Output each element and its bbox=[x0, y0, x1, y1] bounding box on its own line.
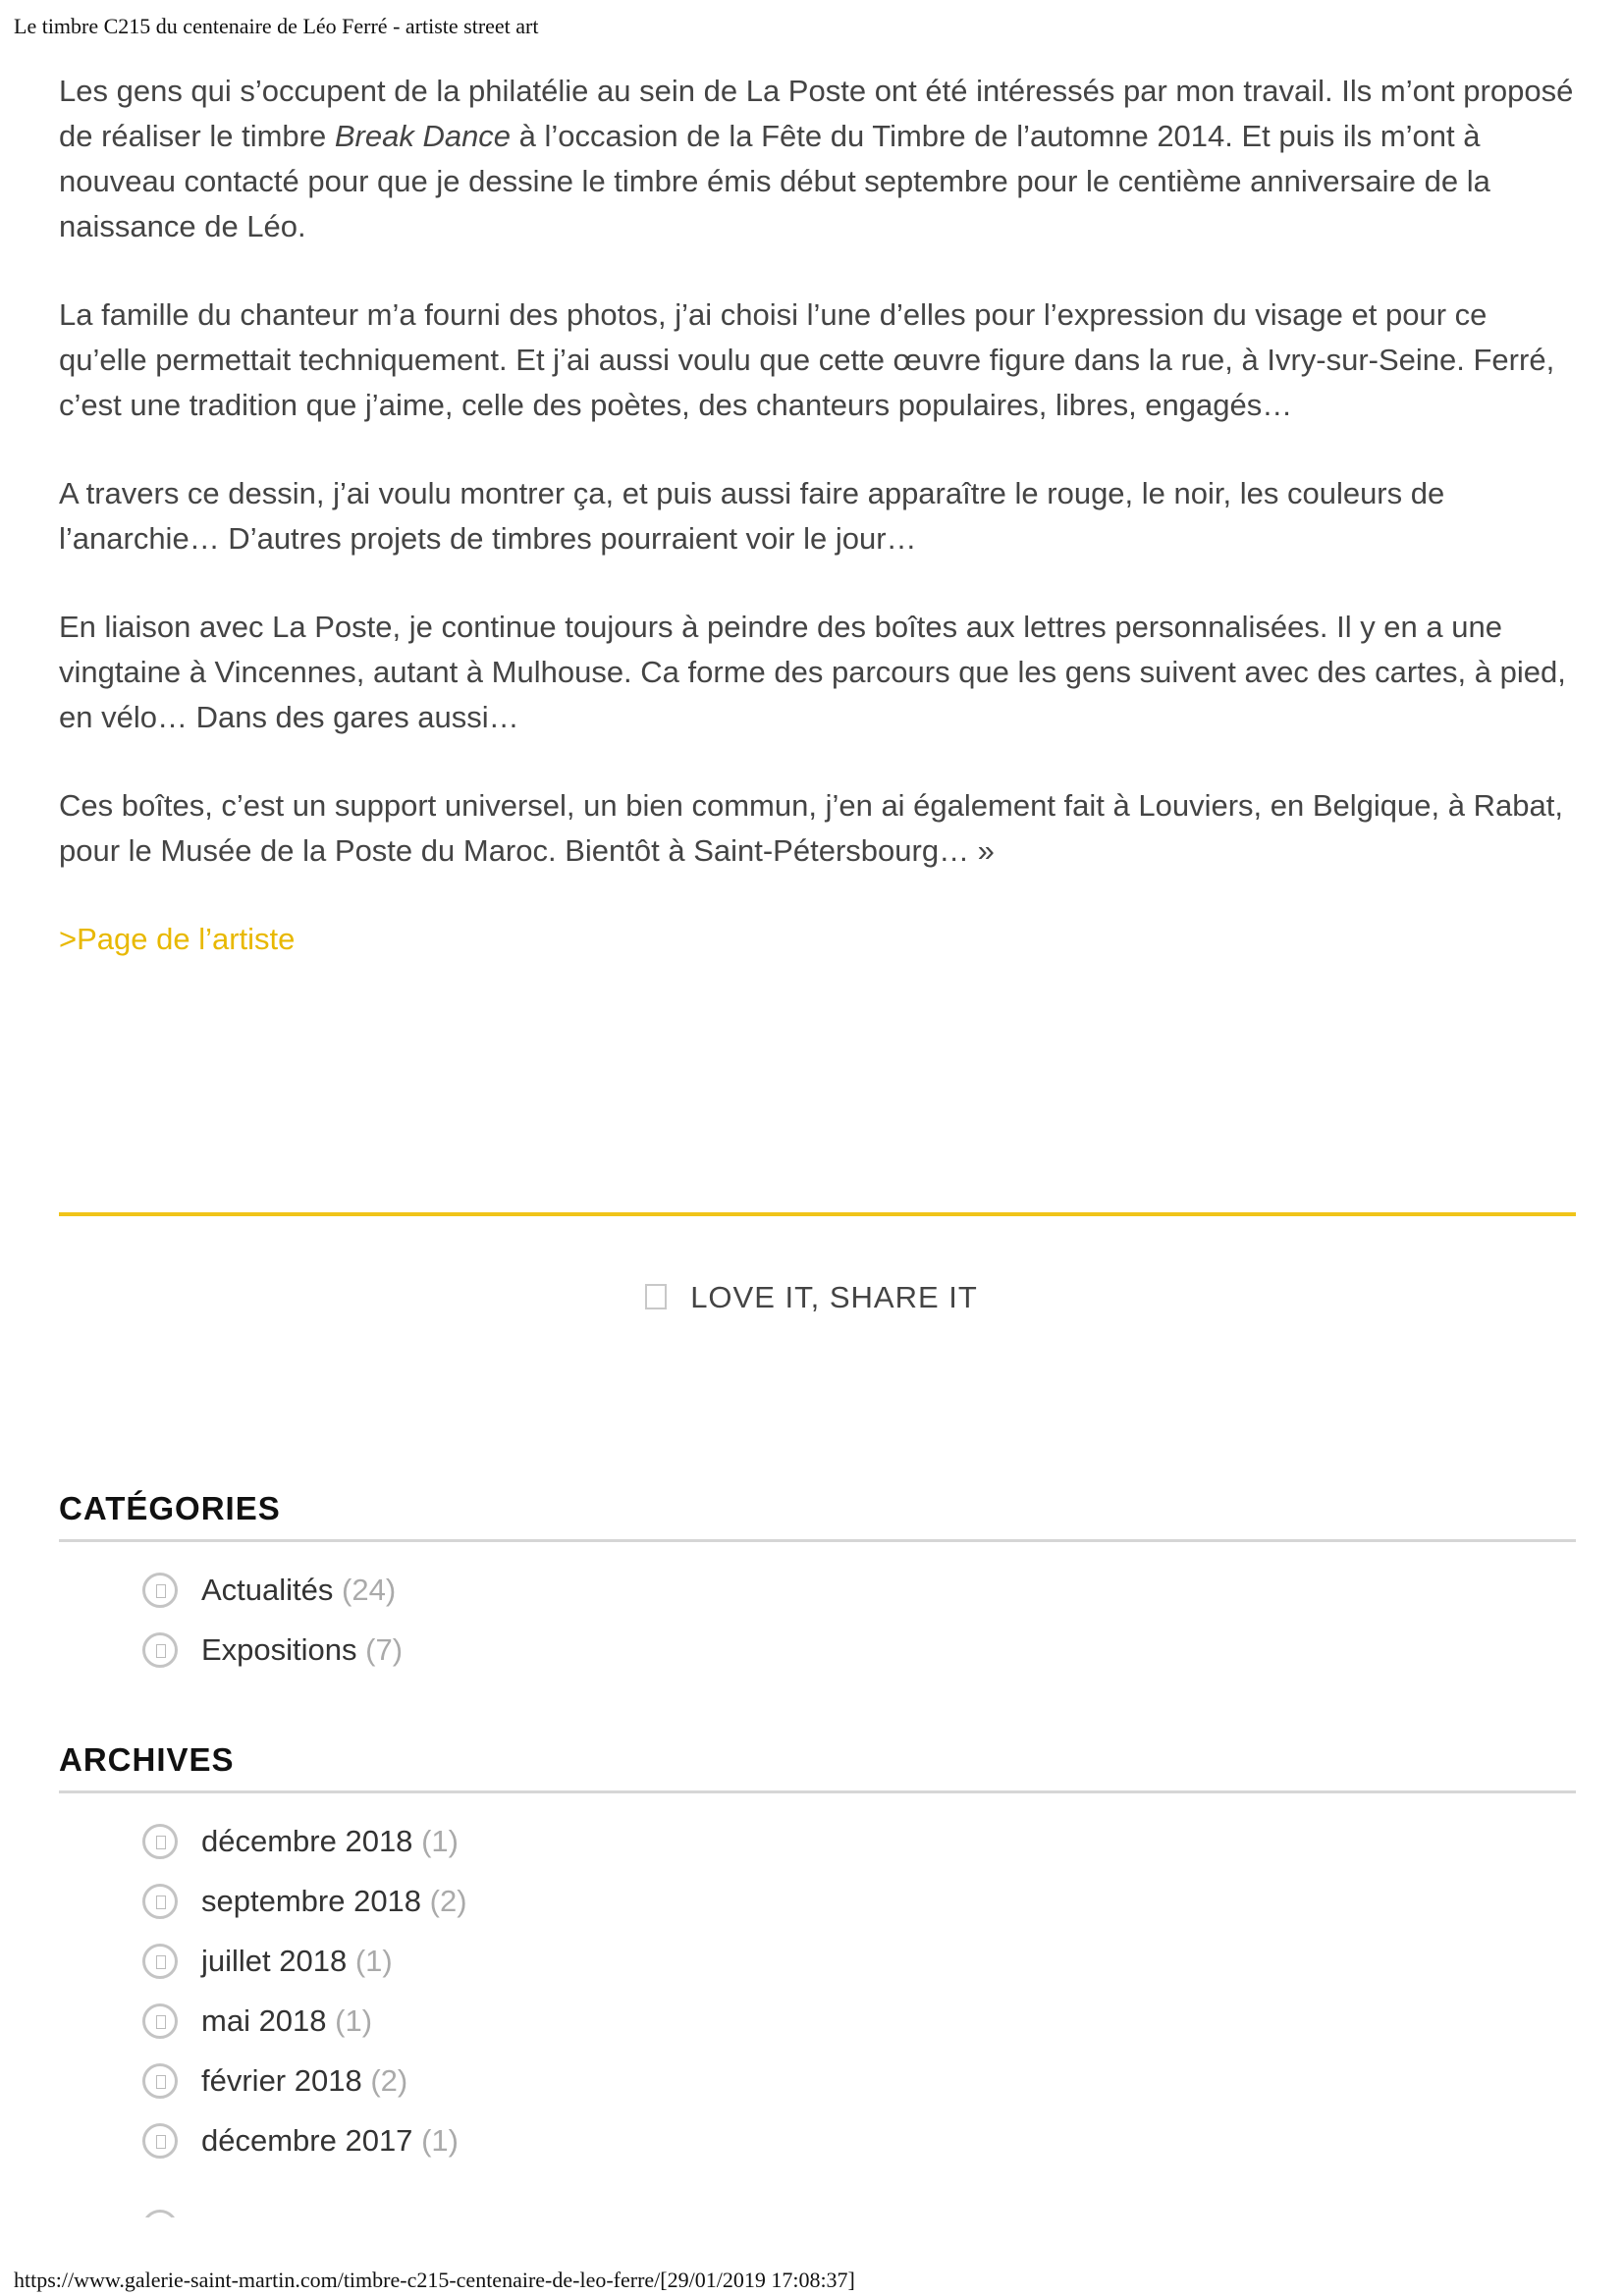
print-footer-url: https://www.galerie-saint-martin.com/timbre-c215-centenaire-de-leo-ferre/[29/01/2019 17:08:37] bbox=[14, 2268, 855, 2292]
category-label: Expositions bbox=[201, 1632, 357, 1667]
archives-widget bbox=[59, 1741, 1576, 2170]
archive-count: (2) bbox=[429, 1884, 467, 1918]
paragraph-text: à l’occasion de la Fête du Timbre de l’automne 2014. Et puis ils m’ont à nouveau contacté pour que je dessine le timbre émis début septembre pour le centième anniversaire de la naissance de Léo. bbox=[59, 119, 1490, 243]
archive-item[interactable] bbox=[142, 2110, 1576, 2170]
archive-item[interactable] bbox=[142, 1991, 1576, 2051]
archive-label: mai 2018 bbox=[201, 2003, 327, 2038]
print-header: Le timbre C215 du centenaire de Léo Ferré - artiste street art bbox=[14, 14, 539, 38]
article-paragraph-5: Ces boîtes, c’est un support universel, un bien commun, j’en ai également fait à Louviers, en Belgique, à Rabat, pour le Musée de la Poste du Maroc. Bientôt à Saint-Pétersbourg… » bbox=[59, 788, 1563, 868]
archive-count: (1) bbox=[354, 1944, 393, 1978]
archives-list bbox=[59, 1811, 1576, 2170]
circle-chevron-icon bbox=[142, 1632, 178, 1668]
archive-item[interactable] bbox=[142, 1811, 1576, 1871]
article-paragraph-4: En liaison avec La Poste, je continue toujours à peindre des boîtes aux lettres personnalisées. Il y en a une vingtaine à Vincennes, autant à Mulhouse. Ca forme des parcours que les gens suivent avec des cartes, à pied, en vélo… Dans des gares aussi… bbox=[59, 610, 1566, 734]
stamp-name-emphasis: Break Dance bbox=[334, 119, 512, 153]
circle-chevron-icon bbox=[142, 2123, 178, 2159]
archive-label: décembre 2018 bbox=[201, 1824, 413, 1858]
archive-count: (2) bbox=[370, 2063, 408, 2098]
article-body bbox=[59, 69, 1576, 962]
section-divider bbox=[59, 1212, 1576, 1216]
category-count: (7) bbox=[365, 1632, 404, 1667]
paragraph-text: Les gens qui s’occupent de la philatélie au sein de La Poste ont été intéressés par mon travail. Ils m’ont proposé de réaliser le timbre bbox=[59, 74, 1574, 153]
truncated-bullet-icon bbox=[142, 2210, 182, 2217]
archive-count: (1) bbox=[335, 2003, 373, 2038]
categories-list bbox=[59, 1560, 1576, 1680]
circle-chevron-icon bbox=[142, 1884, 178, 1919]
category-item-expositions[interactable] bbox=[142, 1620, 1576, 1680]
article-paragraph-1 bbox=[59, 69, 1576, 249]
share-label: LOVE IT, SHARE IT bbox=[690, 1280, 978, 1314]
article-paragraph-3: A travers ce dessin, j’ai voulu montrer ça, et puis aussi faire apparaître le rouge, le noir, les couleurs de l’anarchie… D’autres projets de timbres pourraient voir le jour… bbox=[59, 476, 1445, 556]
circle-chevron-icon bbox=[142, 1573, 178, 1608]
article-paragraph-2: La famille du chanteur m’a fourni des photos, j’ai choisi l’une d’elles pour l’expression du visage et pour ce qu’elle permettait techniquement. Et j’ai aussi voulu que cette œuvre figure dans la rue, à Ivry-sur-Seine. Ferré, c’est une tradition que j’aime, celle des poètes, des chanteurs populaires, libres, engagés… bbox=[59, 297, 1555, 422]
archive-label: septembre 2018 bbox=[201, 1884, 422, 1918]
share-icon bbox=[645, 1284, 667, 1309]
circle-chevron-icon bbox=[142, 2063, 178, 2099]
artist-page-link[interactable]: >Page de l’artiste bbox=[59, 922, 296, 956]
archive-count: (1) bbox=[421, 2123, 459, 2158]
archive-label: décembre 2017 bbox=[201, 2123, 413, 2158]
categories-widget bbox=[59, 1490, 1576, 1680]
archive-item[interactable] bbox=[142, 2051, 1576, 2110]
archives-title: ARCHIVES bbox=[59, 1741, 1576, 1793]
share-bar[interactable] bbox=[0, 1280, 1623, 1315]
category-label: Actualités bbox=[201, 1573, 334, 1607]
archive-label: juillet 2018 bbox=[201, 1944, 348, 1978]
archive-count: (1) bbox=[421, 1824, 459, 1858]
categories-title: CATÉGORIES bbox=[59, 1490, 1576, 1542]
category-count: (24) bbox=[342, 1573, 397, 1607]
circle-chevron-icon bbox=[142, 1944, 178, 1979]
circle-chevron-icon bbox=[142, 1824, 178, 1859]
archive-label: février 2018 bbox=[201, 2063, 362, 2098]
circle-chevron-icon bbox=[142, 2003, 178, 2039]
archive-item[interactable] bbox=[142, 1871, 1576, 1931]
archive-item[interactable] bbox=[142, 1931, 1576, 1991]
category-item-actualites[interactable] bbox=[142, 1560, 1576, 1620]
